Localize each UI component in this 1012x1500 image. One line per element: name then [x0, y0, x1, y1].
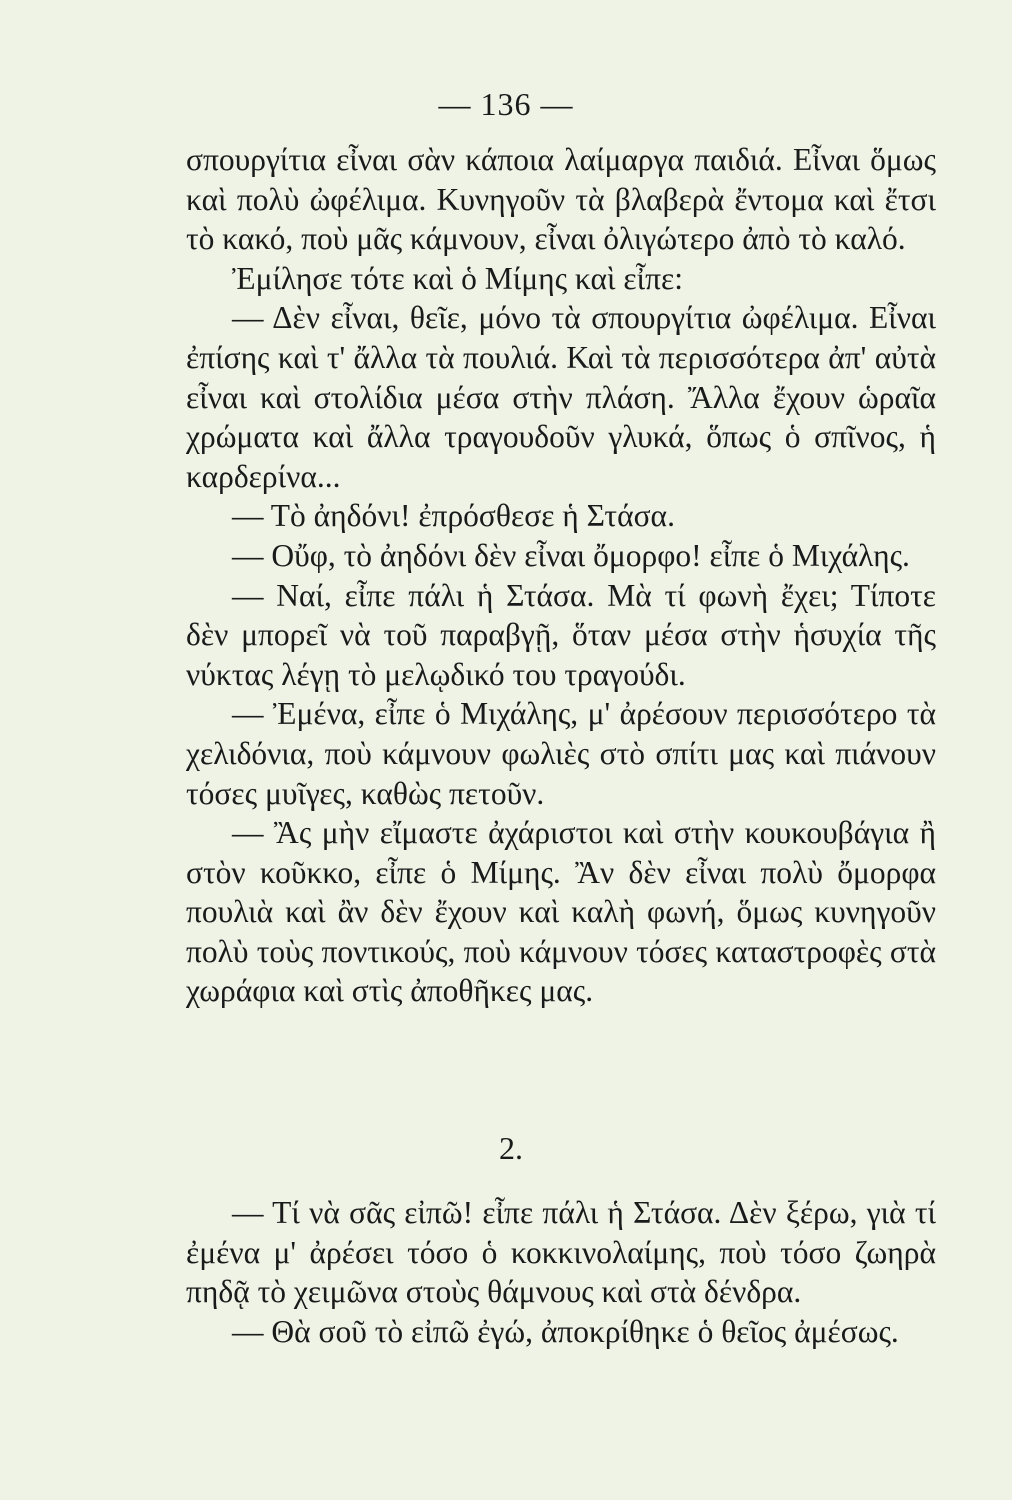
text-block-1: [186, 140, 936, 1011]
page-number: — 136 —: [438, 86, 574, 122]
section-number: 2.: [499, 1130, 523, 1166]
text-block-2: [186, 1193, 936, 1351]
paragraph: — Ναί, εἶπε πάλι ἡ Στάσα. Μὰ τί φωνὴ ἔχει; Τίποτε δὲν μπορεῖ νὰ τοῦ παραβγῇ, ὅταν μέσα στὴν ἡσυχία τῆς νύκτας λέγῃ τὸ μελῳδικό του τραγούδι.: [186, 577, 936, 692]
paragraph: — Ἐμένα, εἶπε ὁ Μιχάλης, μ' ἀρέσουν περισσότερο τὰ χελιδόνια, ποὺ κάμνουν φωλιὲς στὸ σπίτι μας καὶ πιάνουν τόσες μυῖγες, καθὼς πετοῦν.: [186, 696, 936, 811]
paragraph: — Τί νὰ σᾶς εἰπῶ! εἶπε πάλι ἡ Στάσα. Δὲν ξέρω, γιὰ τί ἐμένα μ' ἀρέσει τόσο ὁ κοκκινολαίμης, ποὺ τόσο ζωηρὰ πηδᾷ τὸ χειμῶνα στοὺς θάμνους καὶ στὰ δένδρα.: [186, 1195, 936, 1310]
paragraph: Ἐμίλησε τότε καὶ ὁ Μίμης καὶ εἶπε:: [232, 260, 683, 296]
paragraph: — Ἂς μὴν εἴμαστε ἀχάριστοι καὶ στὴν κουκουβάγια ἢ στὸν κοῦκκο, εἶπε ὁ Μίμης. Ἂν δὲν εἶναι πολὺ ὄμορφα πουλιὰ καὶ ἂν δὲν ἔχουν καὶ καλὴ φωνή, ὅμως κυνηγοῦν πολὺ τοὺς ποντικούς, ποὺ κάμνουν τόσες καταστροφὲς στὰ χωράφια καὶ στὶς ἀποθῆκες μας.: [186, 815, 936, 1009]
paragraph: — Οὔφ, τὸ ἀηδόνι δὲν εἶναι ὄμορφο! εἶπε ὁ Μιχάλης.: [232, 537, 910, 573]
paragraph: — Τὸ ἀηδόνι! ἐπρόσθεσε ἡ Στάσα.: [232, 498, 675, 534]
paragraph: σπουργίτια εἶναι σὰν κάποια λαίμαργα παιδιά. Εἶναι ὅμως καὶ πολὺ ὠφέλιμα. Κυνηγοῦν τὰ βλαβερὰ ἔντομα καὶ ἔτσι τὸ κακό, ποὺ μᾶς κάμνουν, εἶναι ὀλιγώτερο ἀπὸ τὸ καλό.: [186, 142, 936, 257]
paragraph: — Δὲν εἶναι, θεῖε, μόνο τὰ σπουργίτια ὠφέλιμα. Εἶναι ἐπίσης καὶ τ' ἄλλα τὰ πουλιά. Καὶ τὰ περισσότερα ἀπ' αὐτὰ εἶναι καὶ στολίδια μέσα στὴν πλάση. Ἄλλα ἔχουν ὡραῖα χρώματα καὶ ἄλλα τραγουδοῦν γλυκά, ὅπως ὁ σπῖνος, ἡ καρδερίνα...: [186, 300, 936, 494]
paragraph: — Θὰ σοῦ τὸ εἰπῶ ἐγώ, ἀποκρίθηκε ὁ θεῖος ἀμέσως.: [232, 1313, 899, 1349]
